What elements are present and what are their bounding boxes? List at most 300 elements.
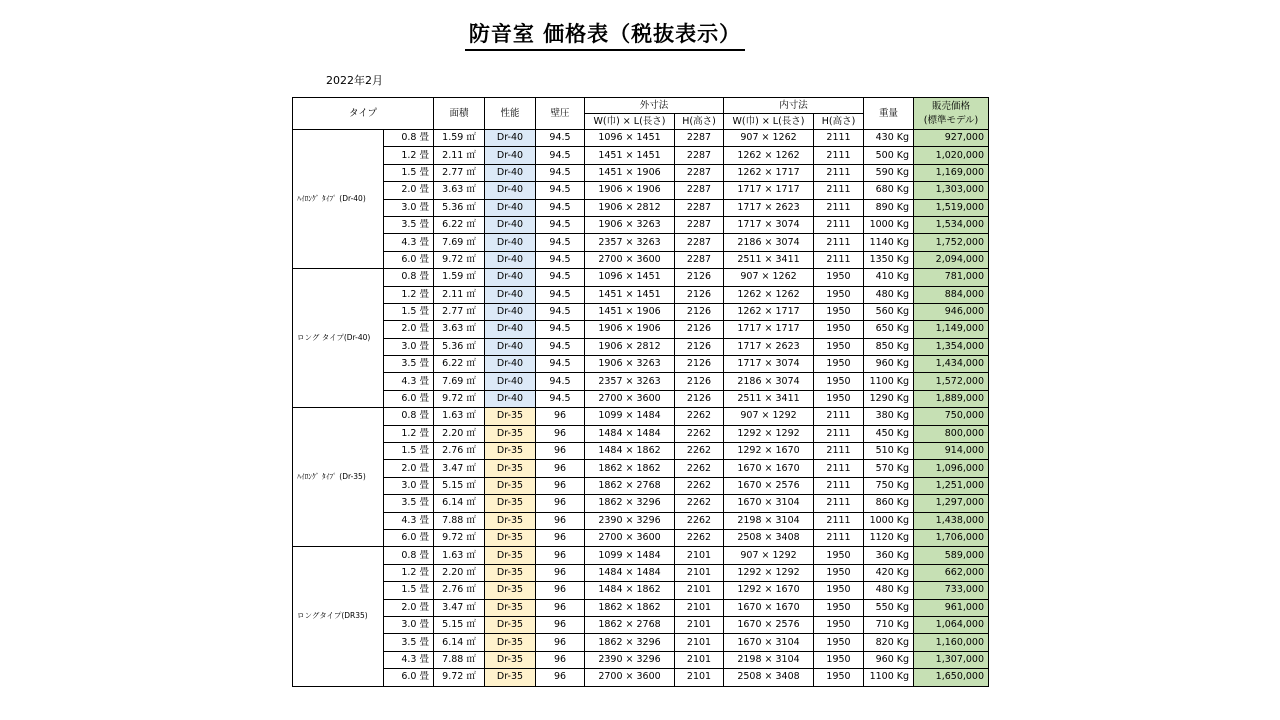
cell-outer-h: 2262 [675, 443, 724, 460]
cell-outer-h: 2126 [675, 373, 724, 390]
cell-inner-wl: 1292 × 1292 [724, 425, 814, 442]
cell-inner-wl: 1262 × 1262 [724, 286, 814, 303]
cell-outer-wl: 1096 × 1451 [585, 269, 675, 286]
cell-outer-h: 2126 [675, 286, 724, 303]
cell-outer-wl: 1099 × 1484 [585, 547, 675, 564]
cell-area: 6.14 ㎡ [434, 495, 485, 512]
cell-inner-h: 2111 [814, 234, 864, 251]
cell-inner-h: 2111 [814, 425, 864, 442]
cell-weight: 590 Kg [864, 164, 914, 181]
type-label: ﾊｲﾛﾝｸﾞ ﾀｲﾌﾟ (Dr-35) [293, 408, 384, 547]
cell-inner-wl: 1670 × 3104 [724, 495, 814, 512]
cell-inner-wl: 1717 × 2623 [724, 338, 814, 355]
cell-weight: 820 Kg [864, 634, 914, 651]
cell-size: 3.5 畳 [384, 216, 434, 233]
cell-inner-h: 1950 [814, 321, 864, 338]
cell-weight: 650 Kg [864, 321, 914, 338]
cell-area: 2.77 ㎡ [434, 303, 485, 320]
cell-performance: Dr-35 [485, 529, 536, 546]
cell-performance: Dr-40 [485, 390, 536, 407]
cell-wall-pressure: 94.5 [536, 216, 585, 233]
cell-wall-pressure: 94.5 [536, 199, 585, 216]
cell-size: 1.5 畳 [384, 443, 434, 460]
cell-wall-pressure: 96 [536, 599, 585, 616]
page-title [0, 18, 1210, 51]
cell-price: 914,000 [914, 443, 989, 460]
cell-wall-pressure: 96 [536, 651, 585, 668]
cell-wall-pressure: 96 [536, 512, 585, 529]
cell-area: 3.63 ㎡ [434, 321, 485, 338]
cell-outer-h: 2287 [675, 130, 724, 147]
cell-area: 3.63 ㎡ [434, 182, 485, 199]
cell-area: 9.72 ㎡ [434, 669, 485, 686]
cell-area: 3.47 ㎡ [434, 599, 485, 616]
cell-inner-wl: 2198 × 3104 [724, 512, 814, 529]
cell-inner-wl: 2186 × 3074 [724, 373, 814, 390]
cell-area: 7.88 ㎡ [434, 512, 485, 529]
cell-wall-pressure: 94.5 [536, 390, 585, 407]
cell-area: 2.11 ㎡ [434, 147, 485, 164]
cell-wall-pressure: 96 [536, 408, 585, 425]
cell-outer-h: 2287 [675, 251, 724, 268]
cell-price: 1,889,000 [914, 390, 989, 407]
cell-wall-pressure: 96 [536, 547, 585, 564]
cell-area: 7.69 ㎡ [434, 234, 485, 251]
type-label: ロング タイプ(Dr-40) [293, 269, 384, 408]
cell-outer-h: 2287 [675, 182, 724, 199]
table-body [293, 130, 989, 687]
table-row [293, 477, 989, 494]
cell-outer-h: 2126 [675, 269, 724, 286]
cell-inner-h: 2111 [814, 147, 864, 164]
cell-weight: 1140 Kg [864, 234, 914, 251]
cell-outer-h: 2262 [675, 495, 724, 512]
cell-size: 6.0 畳 [384, 669, 434, 686]
cell-performance: Dr-40 [485, 199, 536, 216]
header-sale-price-line2: (標準モデル) [923, 114, 979, 126]
cell-outer-h: 2262 [675, 460, 724, 477]
cell-inner-h: 2111 [814, 512, 864, 529]
cell-area: 1.63 ㎡ [434, 547, 485, 564]
cell-weight: 480 Kg [864, 286, 914, 303]
cell-weight: 850 Kg [864, 338, 914, 355]
cell-inner-h: 2111 [814, 495, 864, 512]
cell-size: 0.8 畳 [384, 130, 434, 147]
cell-weight: 1100 Kg [864, 373, 914, 390]
cell-size: 6.0 畳 [384, 390, 434, 407]
page-title-text: 防音室 価格表（税抜表示） [465, 18, 745, 51]
header-outer-dims: 外寸法 [585, 98, 724, 114]
cell-inner-wl: 2508 × 3408 [724, 669, 814, 686]
cell-price: 1,096,000 [914, 460, 989, 477]
cell-outer-h: 2101 [675, 582, 724, 599]
cell-outer-h: 2126 [675, 338, 724, 355]
cell-outer-h: 2287 [675, 164, 724, 181]
cell-outer-wl: 1906 × 3263 [585, 356, 675, 373]
cell-price: 1,572,000 [914, 373, 989, 390]
type-label: ロングタイプ(DR35) [293, 547, 384, 686]
cell-price: 1,752,000 [914, 234, 989, 251]
table-row [293, 547, 989, 564]
cell-wall-pressure: 94.5 [536, 164, 585, 181]
header-outer-wl: W(巾) × L(長さ) [585, 114, 675, 130]
cell-weight: 420 Kg [864, 564, 914, 581]
cell-inner-h: 1950 [814, 651, 864, 668]
type-label: ﾊｲﾛﾝｸﾞ ﾀｲﾌﾟ (Dr-40) [293, 130, 384, 269]
cell-performance: Dr-40 [485, 164, 536, 181]
cell-size: 1.5 畳 [384, 164, 434, 181]
cell-outer-wl: 1862 × 3296 [585, 634, 675, 651]
table-row [293, 616, 989, 633]
cell-price: 1,064,000 [914, 616, 989, 633]
cell-inner-wl: 907 × 1292 [724, 408, 814, 425]
cell-price: 1,706,000 [914, 529, 989, 546]
cell-outer-wl: 1484 × 1484 [585, 425, 675, 442]
cell-outer-wl: 2700 × 3600 [585, 251, 675, 268]
table-row [293, 286, 989, 303]
cell-inner-h: 2111 [814, 477, 864, 494]
cell-weight: 960 Kg [864, 651, 914, 668]
cell-area: 6.22 ㎡ [434, 216, 485, 233]
cell-price: 1,519,000 [914, 199, 989, 216]
cell-performance: Dr-40 [485, 356, 536, 373]
cell-price: 1,297,000 [914, 495, 989, 512]
cell-wall-pressure: 96 [536, 460, 585, 477]
cell-weight: 1100 Kg [864, 669, 914, 686]
cell-weight: 1120 Kg [864, 529, 914, 546]
cell-weight: 750 Kg [864, 477, 914, 494]
cell-inner-wl: 1717 × 1717 [724, 321, 814, 338]
cell-size: 3.5 畳 [384, 356, 434, 373]
cell-performance: Dr-40 [485, 338, 536, 355]
cell-outer-h: 2287 [675, 199, 724, 216]
cell-wall-pressure: 94.5 [536, 286, 585, 303]
cell-wall-pressure: 94.5 [536, 147, 585, 164]
cell-size: 2.0 畳 [384, 321, 434, 338]
cell-performance: Dr-35 [485, 443, 536, 460]
table-row [293, 460, 989, 477]
cell-outer-h: 2126 [675, 356, 724, 373]
cell-wall-pressure: 94.5 [536, 303, 585, 320]
cell-inner-wl: 1292 × 1670 [724, 443, 814, 460]
price-table [292, 97, 989, 687]
cell-size: 0.8 畳 [384, 408, 434, 425]
cell-outer-wl: 2357 × 3263 [585, 234, 675, 251]
cell-outer-h: 2262 [675, 477, 724, 494]
cell-outer-wl: 2390 × 3296 [585, 512, 675, 529]
cell-weight: 710 Kg [864, 616, 914, 633]
header-area: 面積 [434, 98, 485, 130]
cell-performance: Dr-35 [485, 651, 536, 668]
cell-size: 2.0 畳 [384, 599, 434, 616]
cell-weight: 360 Kg [864, 547, 914, 564]
cell-outer-h: 2126 [675, 321, 724, 338]
cell-wall-pressure: 96 [536, 634, 585, 651]
cell-performance: Dr-35 [485, 460, 536, 477]
cell-inner-h: 2111 [814, 130, 864, 147]
table-row [293, 321, 989, 338]
cell-area: 5.36 ㎡ [434, 199, 485, 216]
cell-performance: Dr-40 [485, 321, 536, 338]
cell-price: 1,169,000 [914, 164, 989, 181]
cell-outer-wl: 1906 × 2812 [585, 199, 675, 216]
cell-performance: Dr-35 [485, 512, 536, 529]
table-header [293, 98, 989, 130]
table-row [293, 582, 989, 599]
cell-inner-h: 1950 [814, 634, 864, 651]
cell-outer-h: 2101 [675, 669, 724, 686]
cell-wall-pressure: 94.5 [536, 269, 585, 286]
cell-performance: Dr-40 [485, 216, 536, 233]
header-inner-wl: W(巾) × L(長さ) [724, 114, 814, 130]
cell-outer-wl: 2357 × 3263 [585, 373, 675, 390]
cell-size: 1.2 畳 [384, 147, 434, 164]
cell-inner-wl: 1717 × 3074 [724, 356, 814, 373]
cell-weight: 1000 Kg [864, 512, 914, 529]
cell-wall-pressure: 96 [536, 616, 585, 633]
cell-outer-wl: 1099 × 1484 [585, 408, 675, 425]
cell-inner-wl: 1717 × 3074 [724, 216, 814, 233]
cell-inner-h: 1950 [814, 599, 864, 616]
cell-wall-pressure: 96 [536, 529, 585, 546]
header-outer-h: H(高さ) [675, 114, 724, 130]
cell-area: 7.88 ㎡ [434, 651, 485, 668]
cell-wall-pressure: 96 [536, 669, 585, 686]
cell-inner-h: 1950 [814, 616, 864, 633]
cell-size: 4.3 畳 [384, 234, 434, 251]
cell-inner-h: 2111 [814, 251, 864, 268]
cell-inner-h: 1950 [814, 373, 864, 390]
cell-price: 1,160,000 [914, 634, 989, 651]
cell-wall-pressure: 94.5 [536, 234, 585, 251]
cell-size: 3.0 畳 [384, 477, 434, 494]
cell-inner-wl: 1670 × 3104 [724, 634, 814, 651]
cell-inner-wl: 1262 × 1717 [724, 164, 814, 181]
cell-wall-pressure: 94.5 [536, 130, 585, 147]
header-weight: 重量 [864, 98, 914, 130]
cell-size: 1.2 畳 [384, 425, 434, 442]
table-row [293, 651, 989, 668]
cell-weight: 890 Kg [864, 199, 914, 216]
cell-performance: Dr-40 [485, 182, 536, 199]
cell-weight: 1350 Kg [864, 251, 914, 268]
cell-outer-wl: 2700 × 3600 [585, 669, 675, 686]
cell-inner-h: 1950 [814, 286, 864, 303]
header-type: タイプ [293, 98, 434, 130]
cell-wall-pressure: 96 [536, 582, 585, 599]
cell-inner-wl: 2198 × 3104 [724, 651, 814, 668]
cell-outer-wl: 2390 × 3296 [585, 651, 675, 668]
cell-weight: 960 Kg [864, 356, 914, 373]
cell-outer-h: 2101 [675, 651, 724, 668]
cell-outer-h: 2262 [675, 512, 724, 529]
date-label: 2022年2月 [326, 74, 383, 87]
cell-area: 2.77 ㎡ [434, 164, 485, 181]
cell-performance: Dr-35 [485, 495, 536, 512]
table-row [293, 216, 989, 233]
cell-weight: 410 Kg [864, 269, 914, 286]
cell-inner-h: 1950 [814, 564, 864, 581]
table-row [293, 251, 989, 268]
cell-inner-wl: 1262 × 1717 [724, 303, 814, 320]
cell-weight: 570 Kg [864, 460, 914, 477]
table-row [293, 634, 989, 651]
cell-size: 3.0 畳 [384, 338, 434, 355]
cell-outer-wl: 1906 × 1906 [585, 182, 675, 199]
cell-price: 1,251,000 [914, 477, 989, 494]
cell-area: 2.76 ㎡ [434, 443, 485, 460]
cell-area: 6.22 ㎡ [434, 356, 485, 373]
cell-performance: Dr-35 [485, 477, 536, 494]
cell-price: 1,434,000 [914, 356, 989, 373]
cell-inner-h: 1950 [814, 547, 864, 564]
cell-size: 0.8 畳 [384, 547, 434, 564]
cell-size: 1.5 畳 [384, 582, 434, 599]
cell-weight: 480 Kg [864, 582, 914, 599]
cell-inner-h: 1950 [814, 356, 864, 373]
cell-inner-wl: 2508 × 3408 [724, 529, 814, 546]
cell-inner-wl: 907 × 1262 [724, 269, 814, 286]
cell-performance: Dr-35 [485, 599, 536, 616]
table-row [293, 164, 989, 181]
cell-outer-wl: 1096 × 1451 [585, 130, 675, 147]
cell-outer-h: 2287 [675, 147, 724, 164]
cell-inner-h: 1950 [814, 582, 864, 599]
header-inner-h: H(高さ) [814, 114, 864, 130]
table-row [293, 390, 989, 407]
table-row [293, 495, 989, 512]
cell-inner-h: 2111 [814, 199, 864, 216]
table-row [293, 269, 989, 286]
cell-area: 5.15 ㎡ [434, 616, 485, 633]
cell-price: 589,000 [914, 547, 989, 564]
cell-inner-h: 2111 [814, 408, 864, 425]
cell-price: 1,438,000 [914, 512, 989, 529]
cell-wall-pressure: 96 [536, 425, 585, 442]
cell-outer-wl: 1484 × 1862 [585, 582, 675, 599]
cell-weight: 550 Kg [864, 599, 914, 616]
cell-outer-wl: 1862 × 1862 [585, 460, 675, 477]
cell-performance: Dr-35 [485, 408, 536, 425]
table-row [293, 564, 989, 581]
cell-weight: 560 Kg [864, 303, 914, 320]
cell-price: 2,094,000 [914, 251, 989, 268]
cell-wall-pressure: 94.5 [536, 182, 585, 199]
cell-outer-h: 2101 [675, 634, 724, 651]
header-inner-dims: 内寸法 [724, 98, 864, 114]
cell-price: 1,020,000 [914, 147, 989, 164]
cell-performance: Dr-35 [485, 634, 536, 651]
cell-outer-wl: 1451 × 1451 [585, 147, 675, 164]
cell-outer-wl: 1484 × 1484 [585, 564, 675, 581]
cell-area: 2.76 ㎡ [434, 582, 485, 599]
cell-wall-pressure: 94.5 [536, 356, 585, 373]
cell-outer-wl: 1484 × 1862 [585, 443, 675, 460]
cell-size: 1.2 畳 [384, 286, 434, 303]
cell-performance: Dr-35 [485, 564, 536, 581]
table-row [293, 234, 989, 251]
cell-performance: Dr-35 [485, 547, 536, 564]
cell-outer-h: 2101 [675, 616, 724, 633]
cell-outer-wl: 1862 × 3296 [585, 495, 675, 512]
cell-weight: 430 Kg [864, 130, 914, 147]
cell-size: 3.0 畳 [384, 199, 434, 216]
cell-wall-pressure: 94.5 [536, 321, 585, 338]
cell-wall-pressure: 96 [536, 564, 585, 581]
cell-outer-h: 2101 [675, 547, 724, 564]
cell-outer-wl: 1862 × 2768 [585, 616, 675, 633]
cell-weight: 500 Kg [864, 147, 914, 164]
cell-price: 733,000 [914, 582, 989, 599]
cell-size: 4.3 畳 [384, 651, 434, 668]
cell-price: 927,000 [914, 130, 989, 147]
table-row [293, 425, 989, 442]
cell-size: 2.0 畳 [384, 460, 434, 477]
cell-inner-h: 2111 [814, 164, 864, 181]
cell-inner-wl: 1670 × 2576 [724, 616, 814, 633]
cell-wall-pressure: 96 [536, 495, 585, 512]
cell-outer-h: 2262 [675, 408, 724, 425]
cell-outer-h: 2101 [675, 564, 724, 581]
cell-inner-wl: 1670 × 1670 [724, 460, 814, 477]
cell-performance: Dr-35 [485, 669, 536, 686]
cell-inner-h: 1950 [814, 269, 864, 286]
table-row [293, 443, 989, 460]
cell-area: 3.47 ㎡ [434, 460, 485, 477]
cell-weight: 1000 Kg [864, 216, 914, 233]
cell-performance: Dr-40 [485, 269, 536, 286]
cell-inner-wl: 1292 × 1292 [724, 564, 814, 581]
table-row [293, 512, 989, 529]
cell-area: 1.63 ㎡ [434, 408, 485, 425]
cell-outer-h: 2287 [675, 216, 724, 233]
cell-price: 662,000 [914, 564, 989, 581]
table-row [293, 373, 989, 390]
cell-size: 3.5 畳 [384, 495, 434, 512]
cell-performance: Dr-40 [485, 373, 536, 390]
cell-area: 2.20 ㎡ [434, 425, 485, 442]
cell-outer-wl: 1906 × 2812 [585, 338, 675, 355]
table-row [293, 303, 989, 320]
table-row [293, 408, 989, 425]
cell-price: 1,354,000 [914, 338, 989, 355]
cell-performance: Dr-40 [485, 130, 536, 147]
cell-price: 1,534,000 [914, 216, 989, 233]
header-sale-price-line1: 販売価格 [932, 100, 971, 112]
cell-performance: Dr-35 [485, 582, 536, 599]
cell-inner-h: 1950 [814, 338, 864, 355]
cell-inner-wl: 2511 × 3411 [724, 390, 814, 407]
cell-size: 3.0 畳 [384, 616, 434, 633]
table-row [293, 147, 989, 164]
table-row [293, 199, 989, 216]
header-sale-price [914, 98, 989, 130]
cell-wall-pressure: 94.5 [536, 251, 585, 268]
cell-wall-pressure: 96 [536, 477, 585, 494]
cell-weight: 1290 Kg [864, 390, 914, 407]
cell-area: 2.20 ㎡ [434, 564, 485, 581]
cell-performance: Dr-40 [485, 147, 536, 164]
cell-area: 5.36 ㎡ [434, 338, 485, 355]
cell-price: 1,307,000 [914, 651, 989, 668]
cell-price: 800,000 [914, 425, 989, 442]
cell-weight: 860 Kg [864, 495, 914, 512]
cell-size: 4.3 畳 [384, 373, 434, 390]
cell-inner-h: 2111 [814, 216, 864, 233]
cell-price: 884,000 [914, 286, 989, 303]
cell-weight: 450 Kg [864, 425, 914, 442]
cell-size: 1.5 畳 [384, 303, 434, 320]
